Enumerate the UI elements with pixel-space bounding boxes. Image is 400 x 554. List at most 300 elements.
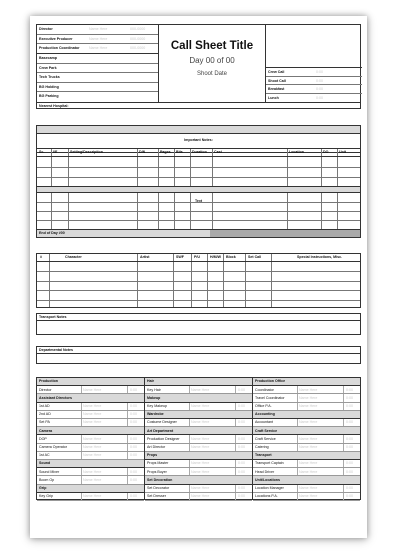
crew-name: Name Here	[83, 412, 102, 417]
crew-time: 0:00	[238, 403, 245, 408]
crew-section-header	[145, 411, 252, 419]
column-divider	[297, 493, 298, 500]
crew-name: Name Here	[191, 420, 210, 425]
scene-column-header: DO	[323, 150, 329, 154]
column-divider	[189, 386, 190, 393]
column-divider	[207, 262, 208, 307]
column-divider	[137, 193, 138, 229]
crew-role: Props Buyer	[147, 469, 167, 474]
crew-role: Sound Mixer	[39, 469, 60, 474]
column-divider	[297, 460, 298, 467]
crew-section-label: Grip	[39, 485, 47, 490]
crew-role: Costume Designer	[147, 420, 177, 425]
crew-time: 0:00	[130, 403, 137, 408]
column-divider	[81, 435, 82, 442]
crew-time: 0:00	[130, 387, 137, 392]
crew-section-label: Makeup	[147, 395, 161, 400]
crew-row	[145, 435, 252, 443]
column-divider	[51, 149, 52, 156]
column-divider	[343, 419, 344, 426]
departmental-notes-label: Departmental Notes	[39, 347, 73, 352]
crew-name: Name Here	[191, 403, 210, 408]
crew-row	[145, 468, 252, 476]
crew-time: 0:00	[238, 469, 245, 474]
column-divider	[337, 157, 338, 186]
row-divider	[37, 290, 360, 291]
column-divider	[235, 468, 236, 475]
crew-row	[37, 435, 144, 443]
column-divider	[191, 262, 192, 307]
column-divider	[235, 435, 236, 442]
column-divider	[223, 262, 224, 307]
transport-notes-label: Transport Notes	[39, 314, 67, 319]
column-divider	[212, 157, 213, 186]
crew-row	[253, 386, 360, 394]
column-divider	[81, 386, 82, 393]
column-divider	[190, 149, 191, 156]
crew-time: 0:00	[238, 485, 245, 490]
sheet-title: Call Sheet Title	[170, 40, 254, 52]
scene-column-header: Unit	[339, 150, 346, 154]
end-of-day-bar	[210, 230, 360, 237]
column-divider	[81, 493, 82, 500]
column-divider	[189, 419, 190, 426]
crew-row	[253, 444, 360, 452]
crew-column-2	[144, 377, 253, 500]
crew-name: Name Here	[83, 494, 102, 499]
contact-name: Name Here	[89, 36, 108, 41]
column-divider	[189, 403, 190, 410]
column-divider	[235, 419, 236, 426]
crew-name: Name Here	[83, 444, 102, 449]
crew-section-label: Assistant Directors	[39, 395, 72, 400]
crew-role: Set Decorator	[147, 485, 170, 490]
location-label: BG Holding	[39, 84, 59, 89]
crew-section-label: Production	[39, 379, 58, 384]
call-sheet-page	[30, 16, 367, 538]
crew-section-header	[145, 427, 252, 435]
column-divider	[189, 468, 190, 475]
crew-column-3	[252, 377, 361, 500]
column-divider	[127, 444, 128, 451]
crew-name: Name Here	[191, 461, 210, 466]
crew-name: Name Here	[299, 395, 318, 400]
crew-row	[253, 485, 360, 493]
column-divider	[158, 193, 159, 229]
crew-name: Name Here	[299, 485, 318, 490]
crew-name: Name Here	[191, 485, 210, 490]
crew-section-header	[37, 485, 144, 493]
crew-time: 0:00	[238, 436, 245, 441]
crew-role: Boom Op	[39, 477, 55, 482]
crew-role: Head Driver	[255, 469, 275, 474]
row-divider	[37, 167, 360, 168]
crew-row	[37, 386, 144, 394]
crew-section-label: Hair	[147, 379, 154, 384]
crew-time: 0:00	[238, 420, 245, 425]
crew-section-label: Wardrobe	[147, 412, 164, 417]
column-divider	[51, 193, 52, 229]
crew-section-header	[37, 394, 144, 402]
crew-name: Name Here	[299, 387, 318, 392]
scene-column-header: Location	[289, 150, 304, 154]
crew-row	[253, 394, 360, 402]
crew-row	[253, 435, 360, 443]
cast-table	[36, 253, 361, 308]
cast-column-header: #	[40, 255, 42, 259]
crew-row	[145, 444, 252, 452]
column-divider	[81, 452, 82, 459]
crew-role: Props Master	[147, 461, 169, 466]
column-divider	[297, 435, 298, 442]
crew-name: Name Here	[191, 387, 210, 392]
column-divider	[212, 193, 213, 229]
column-divider	[223, 254, 224, 261]
scenes-body-bottom	[37, 193, 360, 229]
crew-time: 0:00	[130, 477, 137, 482]
crew-section-header	[253, 427, 360, 435]
call-time-value: 0:00	[316, 78, 323, 83]
departmental-notes-box	[36, 346, 361, 364]
column-divider	[343, 444, 344, 451]
crew-role: Art Director	[147, 444, 166, 449]
crew-time: 0:00	[346, 387, 353, 392]
cast-body	[37, 262, 360, 307]
crew-name: Name Here	[299, 444, 318, 449]
location-label: BG Parking	[39, 94, 59, 99]
location-label: Crew Park	[39, 65, 57, 70]
crew-section-label: Craft Service	[255, 428, 278, 433]
crew-time: 0:00	[346, 395, 353, 400]
nearest-hospital-label: Nearest Hospital:	[39, 103, 69, 108]
scenes-divider-label: Text	[194, 198, 203, 203]
crew-role: Accountant	[255, 420, 273, 425]
cast-column-header: H/M/W	[210, 255, 221, 259]
column-divider	[271, 254, 272, 261]
contact-phone: 000-0000	[130, 27, 146, 31]
column-divider	[189, 485, 190, 492]
column-divider	[235, 403, 236, 410]
crew-row	[145, 386, 252, 394]
location-label: Tech Trucks	[39, 75, 60, 80]
crew-role: Key Grip	[39, 494, 53, 499]
column-divider	[297, 394, 298, 401]
crew-role: 1st AC	[39, 453, 50, 458]
crew-name: Name Here	[299, 403, 318, 408]
crew-role: Location Manager	[255, 485, 284, 490]
column-divider	[287, 157, 288, 186]
scene-column-header: Duration	[192, 150, 207, 154]
column-divider	[343, 468, 344, 475]
column-divider	[137, 149, 138, 156]
call-time-row	[266, 77, 362, 86]
crew-section-label: Camera	[39, 428, 53, 433]
contact-row	[37, 44, 158, 54]
contact-role: Executive Producer	[39, 36, 73, 41]
scenes-header-row	[37, 149, 360, 157]
crew-section-header	[253, 378, 360, 386]
cast-column-header: P/U	[194, 255, 200, 259]
scene-column-header: Bits	[176, 150, 183, 154]
crew-row	[37, 468, 144, 476]
crew-time: 0:00	[130, 494, 137, 499]
column-divider	[321, 157, 322, 186]
crew-name: Name Here	[83, 420, 102, 425]
crew-role: 1st AD	[39, 403, 50, 408]
contact-row	[37, 25, 158, 35]
crew-name: Name Here	[83, 477, 102, 482]
column-divider	[81, 403, 82, 410]
crew-name: Name Here	[83, 387, 102, 392]
location-row	[37, 83, 158, 93]
crew-name: Name Here	[191, 494, 210, 499]
row-divider	[37, 211, 360, 212]
crew-row	[145, 419, 252, 427]
location-row	[37, 92, 158, 102]
column-divider	[81, 411, 82, 418]
crew-row	[37, 403, 144, 411]
column-divider	[271, 262, 272, 307]
crew-time: 0:00	[130, 444, 137, 449]
crew-row	[145, 485, 252, 493]
contact-role: Director	[39, 27, 53, 31]
scenes-body-top	[37, 157, 360, 186]
crew-section-label: Unit/Locations	[255, 477, 280, 482]
column-divider	[158, 157, 159, 186]
crew-name: Name Here	[299, 420, 318, 425]
column-divider	[321, 149, 322, 156]
call-times-block	[265, 68, 362, 102]
crew-role: Craft Service	[255, 436, 276, 441]
departmental-notes-header	[37, 347, 360, 354]
scene-column-header: Sc.	[39, 150, 45, 154]
column-divider	[343, 460, 344, 467]
crew-section-label: Art Department	[147, 428, 174, 433]
scenes-divider	[37, 186, 360, 203]
column-divider	[189, 435, 190, 442]
crew-role: Catering	[255, 444, 269, 449]
location-row	[37, 54, 158, 64]
column-divider	[81, 476, 82, 483]
crew-row	[37, 411, 144, 419]
call-time-value: 0:00	[316, 70, 323, 74]
column-divider	[297, 468, 298, 475]
column-divider	[245, 254, 246, 261]
column-divider	[343, 394, 344, 401]
call-time-row	[266, 68, 362, 77]
crew-row	[253, 460, 360, 468]
crew-time: 0:00	[346, 469, 353, 474]
scene-column-header: Pages	[160, 150, 171, 154]
call-time-value: 0:00	[316, 95, 323, 100]
column-divider	[212, 149, 213, 156]
crew-row	[37, 452, 144, 460]
crew-time: 0:00	[238, 444, 245, 449]
column-divider	[137, 262, 138, 307]
scene-column-header: D/N	[139, 150, 146, 154]
column-divider	[235, 444, 236, 451]
crew-name: Name Here	[83, 453, 102, 458]
contact-row	[37, 35, 158, 45]
call-time-row	[266, 85, 362, 94]
crew-time: 0:00	[346, 494, 353, 499]
column-divider	[343, 435, 344, 442]
column-divider	[68, 149, 69, 156]
crew-role: Camera Operator	[39, 444, 67, 449]
crew-section-header	[145, 378, 252, 386]
column-divider	[137, 254, 138, 261]
crew-time: 0:00	[346, 444, 353, 449]
crew-name: Name Here	[299, 494, 318, 499]
crew-name: Name Here	[83, 469, 102, 474]
column-divider	[297, 386, 298, 393]
crew-section-label: Props	[147, 453, 158, 458]
column-divider	[297, 444, 298, 451]
crew-time: 0:00	[346, 485, 353, 490]
column-divider	[321, 193, 322, 229]
cast-header-row	[37, 254, 360, 262]
crew-time: 0:00	[238, 387, 245, 392]
crew-role: DOP	[39, 436, 47, 441]
column-divider	[174, 157, 175, 186]
crew-role: Set PA	[39, 420, 50, 425]
crew-column-1	[36, 377, 145, 500]
column-divider	[173, 262, 174, 307]
location-label: Basecamp	[39, 56, 57, 60]
crew-row	[145, 493, 252, 501]
column-divider	[174, 149, 175, 156]
crew-role: Transport Captain	[255, 461, 284, 466]
crew-section-header	[253, 452, 360, 460]
end-of-day-label: End of Day #00	[39, 230, 65, 235]
crew-section-label: Set Decoration	[147, 477, 173, 482]
crew-name: Name Here	[191, 469, 210, 474]
call-time-value: 0:00	[316, 87, 323, 91]
scene-column-header: I/E	[53, 150, 58, 154]
column-divider	[51, 157, 52, 186]
cast-column-header: Block	[226, 255, 236, 259]
crew-section-header	[253, 411, 360, 419]
column-divider	[189, 460, 190, 467]
column-divider	[49, 262, 50, 307]
column-divider	[287, 149, 288, 156]
row-divider	[37, 202, 360, 203]
crew-role: Director	[39, 387, 52, 392]
column-divider	[287, 193, 288, 229]
column-divider	[235, 460, 236, 467]
crew-name: Name Here	[191, 444, 210, 449]
crew-role: Office P.A.	[255, 403, 272, 408]
column-divider	[81, 419, 82, 426]
column-divider	[189, 444, 190, 451]
call-time-label: Crew Call	[268, 70, 285, 74]
crew-section-header	[37, 460, 144, 468]
crew-row	[253, 403, 360, 411]
cast-column-header: Special Instructions, Misc.	[297, 255, 343, 259]
column-divider	[127, 435, 128, 442]
crew-row	[253, 493, 360, 501]
crew-section-label: Accounting	[255, 412, 275, 417]
column-divider	[207, 254, 208, 261]
crew-section-header	[145, 452, 252, 460]
row-divider	[37, 300, 360, 301]
column-divider	[235, 485, 236, 492]
crew-role: Set Dresser	[147, 494, 166, 499]
column-divider	[337, 193, 338, 229]
crew-name: Name Here	[83, 403, 102, 408]
column-divider	[343, 403, 344, 410]
scenes-table	[36, 148, 361, 238]
important-notes-header	[37, 126, 360, 142]
crew-role: 2nd AD	[39, 412, 51, 417]
scene-column-header: Cast	[214, 150, 222, 154]
crew-row	[145, 403, 252, 411]
crew-section-header	[145, 394, 252, 402]
cast-column-header: SWF	[176, 255, 184, 259]
cast-column-header: Character	[65, 255, 82, 259]
column-divider	[297, 485, 298, 492]
crew-name: Name Here	[83, 436, 102, 441]
location-row	[37, 73, 158, 83]
column-divider	[235, 386, 236, 393]
row-divider	[37, 281, 360, 282]
locations-block	[37, 54, 159, 102]
column-divider	[343, 386, 344, 393]
column-divider	[127, 468, 128, 475]
column-divider	[127, 386, 128, 393]
crew-row	[253, 468, 360, 476]
column-divider	[68, 157, 69, 186]
crew-role: Travel Coordinator	[255, 395, 285, 400]
transport-notes-box	[36, 313, 361, 335]
call-time-row	[266, 94, 362, 103]
crew-time: 0:00	[238, 461, 245, 466]
crew-name: Name Here	[299, 469, 318, 474]
header-block	[36, 24, 361, 109]
crew-row	[37, 444, 144, 452]
logo-box	[265, 25, 362, 68]
crew-section-header	[37, 427, 144, 435]
crew-row	[37, 493, 144, 501]
column-divider	[245, 262, 246, 307]
column-divider	[68, 193, 69, 229]
column-divider	[191, 254, 192, 261]
crew-row	[253, 419, 360, 427]
crew-list	[36, 377, 361, 502]
column-divider	[137, 157, 138, 186]
contact-name: Name Here	[89, 27, 108, 31]
crew-section-label: Sound	[39, 461, 51, 466]
crew-role: Key Hair	[147, 387, 161, 392]
nearest-hospital-row	[37, 102, 360, 109]
column-divider	[81, 468, 82, 475]
cast-column-header: Artist	[140, 255, 150, 259]
column-divider	[127, 411, 128, 418]
important-notes-label: Important Notes:	[184, 138, 213, 142]
crew-name: Name Here	[299, 436, 318, 441]
contacts-block	[37, 25, 159, 54]
column-divider	[174, 193, 175, 229]
crew-section-label: Transport	[255, 453, 272, 458]
crew-time: 0:00	[130, 420, 137, 425]
row-divider	[37, 177, 360, 178]
crew-section-header	[37, 378, 144, 386]
crew-section-header	[145, 476, 252, 484]
column-divider	[127, 419, 128, 426]
crew-role: Coordinator	[255, 387, 274, 392]
column-divider	[127, 452, 128, 459]
column-divider	[158, 149, 159, 156]
